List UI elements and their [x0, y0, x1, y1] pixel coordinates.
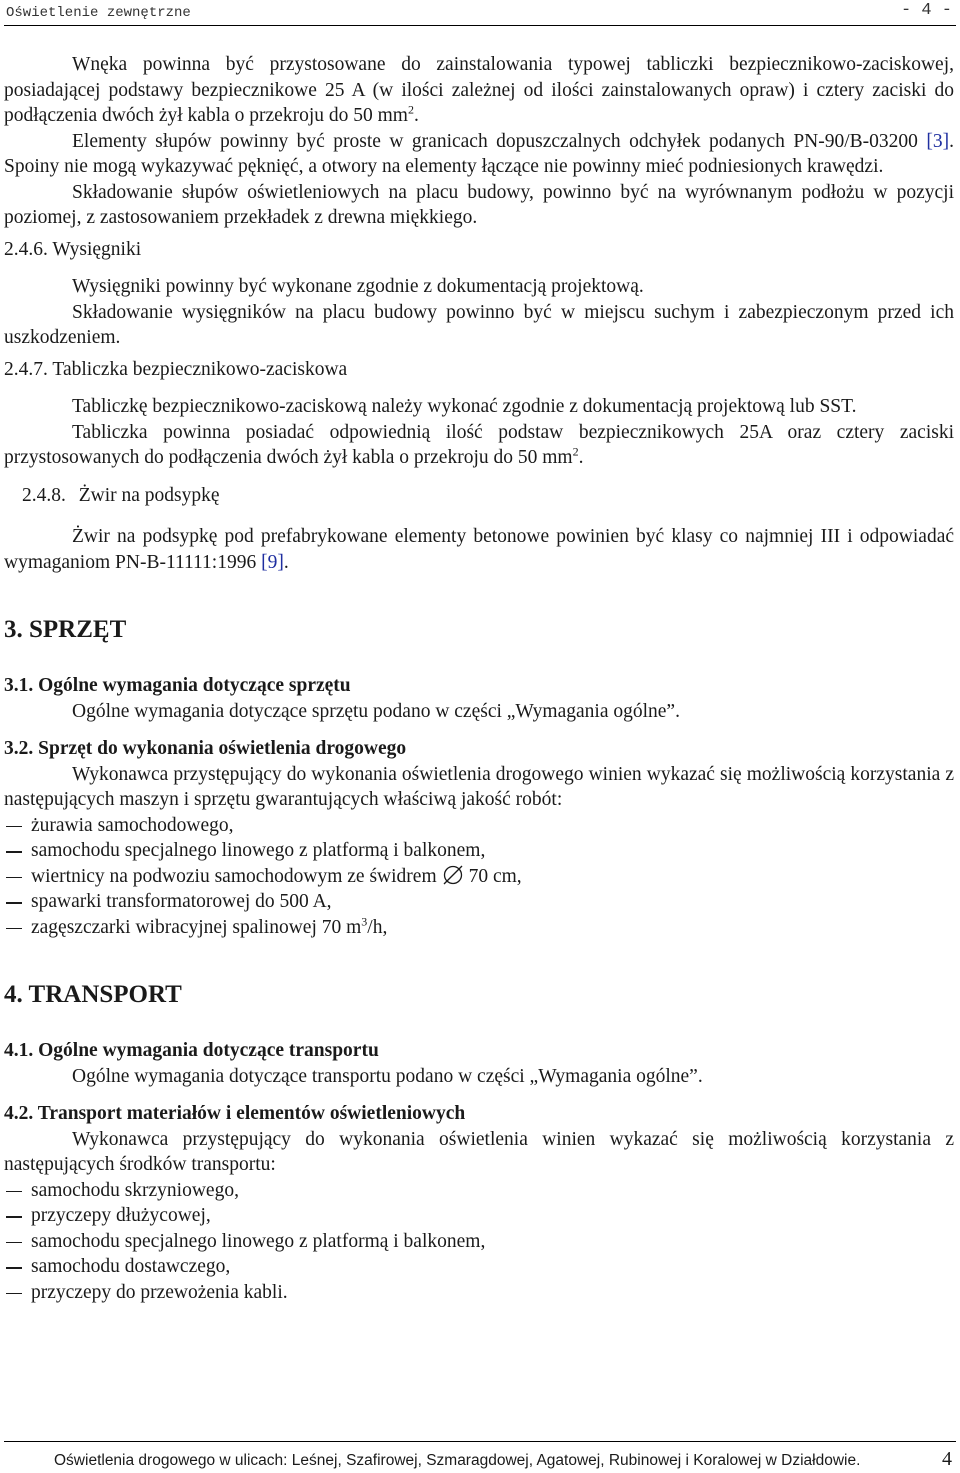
header-title: Oświetlenie zewnętrzne [6, 5, 191, 21]
paragraph-tabliczka-podstawy: Tabliczka powinna posiadać odpowiednią ilość podstaw bezpiecznikowych 25A oraz cztery zaciski przystosowanych do podłączenia dwóch żył kabla o przekroju do 50 $mm^2$. [4, 421, 954, 468]
page-header [4, 0, 956, 26]
section-heading-3-1: 3.1. Ogólne wymagania dotyczące sprzętu [4, 675, 351, 696]
footer-page-number: 4 [942, 1448, 952, 1470]
paragraph-wneka: Wnęka powinna być przystosowane do zainstalowania typowej tabliczki bezpiecznikowo-zaciskowej, posiadającej podstawy bezpiecznikowe 25 A (w ilości zależnej od ilości zainstalowanych opraw) i cztery zaciski do podłączenia dwóch żył kabla o przekroju do 50 $mm^2$. [4, 54, 954, 126]
paragraph-ogolne-transport: Ogólne wymagania dotyczące transportu podano w części „Wymagania ogólne”. [72, 1065, 703, 1087]
paragraph-tabliczke: Tabliczkę bezpiecznikowo-zaciskową należy wykonać zgodnie z dokumentacją projektową lub SST. [72, 396, 857, 417]
list-item: przyczepy do przewożenia kabli. [4, 1280, 954, 1306]
section-heading-2-4-7: 2.4.7. Tabliczka bezpiecznikowo-zaciskowa [4, 358, 348, 380]
reference-link-9[interactable]: [9] [261, 551, 284, 573]
paragraph-skladowanie-wysiegnikow: Składowanie wysięgników na placu budowy powinno być w miejscu suchym i zabezpieczonym przed ich uszkodzeniem. [4, 301, 954, 348]
list-item: przyczepy dłużycowej, [4, 1203, 954, 1229]
page-footer [4, 1441, 956, 1472]
list-item: samochodu specjalnego linowego z platformą i balkonem, [4, 838, 954, 864]
list-item: wiertnicy na podwoziu samochodowym ze świdrem 70 cm, [4, 864, 954, 890]
chapter-heading-transport: 4. TRANSPORT [4, 981, 182, 1008]
paragraph-wysiegniki: Wysięgniki powinny być wykonane zgodnie z dokumentacją projektową. [72, 276, 644, 297]
section-heading-4-1: 4.1. Ogólne wymagania dotyczące transportu [4, 1040, 379, 1061]
reference-link-3[interactable]: [3] [926, 130, 950, 152]
footer-title: Oświetlenia drogowego w ulicach: Leśnej, Szafirowej, Szmaragdowej, Agatowej, Rubinowej i Koralowej w Działdowie. [54, 1452, 861, 1469]
list-item: samochodu specjalnego linowego z platformą i balkonem, [4, 1229, 954, 1255]
paragraph-wykonawca-sprzet: Wykonawca przystępujący do wykonania oświetlenia drogowego winien wykazać się możliwością korzystania z następujących maszyn i sprzętu gwarantujących właściwą jakość robót: [4, 763, 954, 810]
header-page-number: - 4 - [900, 1, 952, 20]
paragraph-zwir: Żwir na podsypkę pod prefabrykowane elementy betonowe powinien być klasy co najmniej III i odpowiadać wymaganiom PN-B-11111:1996 [9]. [4, 526, 954, 573]
document-body [4, 52, 954, 1305]
transport-list [4, 1178, 954, 1306]
paragraph-skladowanie-slupow: Składowanie słupów oświetleniowych na placu budowy, powinno być na wyrównanym podłożu w pozycji poziomej, z zastosowaniem przekładek z drewna miękkiego. [4, 181, 954, 228]
paragraph-ogolne-sprzet: Ogólne wymagania dotyczące sprzętu podano w części „Wymagania ogólne”. [72, 700, 680, 722]
section-heading-3-2: 3.2. Sprzęt do wykonania oświetlenia drogowego [4, 738, 407, 759]
equipment-list [4, 813, 954, 941]
list-item: spawarki transformatorowej do 500 A, [4, 889, 954, 915]
paragraph-wykonawca-transport: Wykonawca przystępujący do wykonania oświetlenia winien wykazać się możliwością korzystania z następujących środków transportu: [4, 1128, 954, 1175]
paragraph-elementy-slupow: Elementy słupów powinny być proste w granicach dopuszczalnych odchyłek podanych PN-90/B-03200 [3]. Spoiny nie mogą wykazywać pęknięć, a otwory na elementy łączące nie powinny mieć podniesionych krawędzi. [4, 130, 954, 177]
list-item: samochodu dostawczego, [4, 1254, 954, 1280]
list-item: samochodu skrzyniowego, [4, 1178, 954, 1204]
list-item: żurawia samochodowego, [4, 813, 954, 839]
chapter-heading-sprzet: 3. SPRZĘT [4, 616, 127, 643]
list-item: zagęszczarki wibracyjnej spalinowej 70 $m^3/h$, [4, 915, 954, 941]
section-heading-4-2: 4.2. Transport materiałów i elementów oświetleniowych [4, 1103, 466, 1124]
section-heading-2-4-8: 2.4.8. Żwir na podsypkę [22, 484, 220, 506]
section-heading-2-4-6: 2.4.6. Wysięgniki [4, 238, 142, 260]
diameter-icon [443, 865, 463, 885]
